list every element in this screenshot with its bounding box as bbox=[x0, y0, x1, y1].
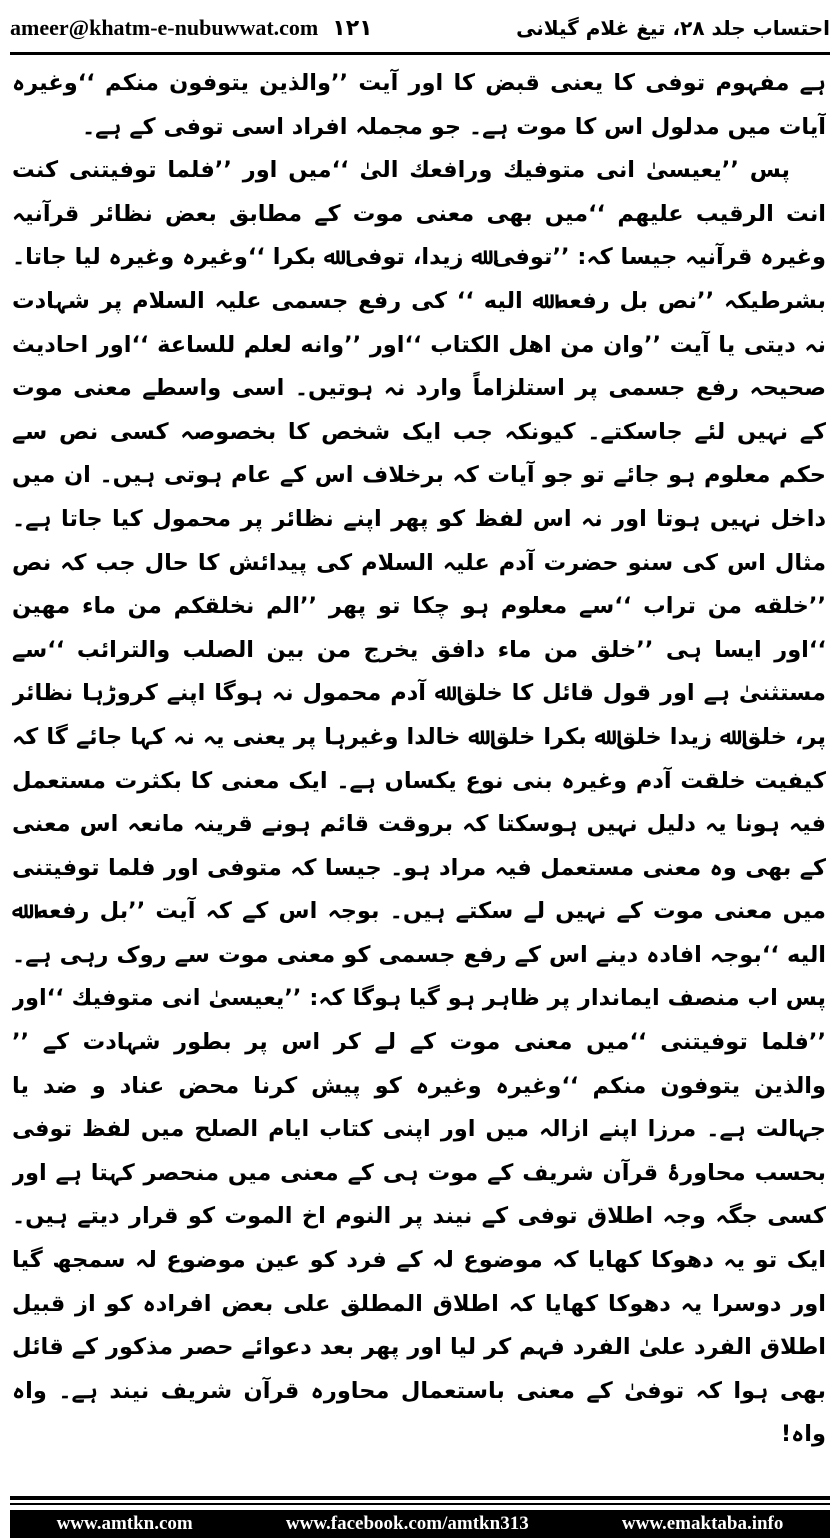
header-rule bbox=[10, 52, 830, 55]
footer-link-emaktaba[interactable]: www.emaktaba.info bbox=[621, 1513, 784, 1534]
footer-bar bbox=[10, 1510, 830, 1538]
paragraph: پس ’’یعیسیٰ انی متوفیك ورافعك الیٰ ‘‘میں اور ’’فلما توفیتنی کنت انت الرقیب علیھم ‘‘میں بھی معنی موت کے مطابق بعض نظائر قرآنیہ وغیرہ قرآنیہ جیسا کہ: ’’توفی ﷲ زیدا، توفی ﷲ بکرا ‘‘وغیرہ وغیرہ لیا جاتا۔ بشرطیکہ ’’نص بل رفعه ﷲ الیه ‘‘ کی رفع جسمی علیہ السلام پر شہادت نہ دیتی یا آیت ’’وان من اھل الکتاب ‘‘اور ’’وانه لعلم للساعة ‘‘اور احادیث صحیحہ رفع جسمی پر استلزاماً وارد نہ ہوتیں۔ اسی واسطے معنی موت کے نہیں لئے جاسکتے۔ کیونکہ جب ایک شخص کا بخصوصہ کسی نص سے حکم معلوم ہو جائے تو جو آیات کہ برخلاف اس کے عام ہوتی ہیں۔ ان میں داخل نہیں ہوتا اور نہ اس لفظ کو پھر اپنے نظائر پر محمول کیا جاتا ہے۔ مثال اس کی سنو حضرت آدم علیہ السلام کی پیدائش کا حال جب کہ نص ’’خلقه من تراب ‘‘سے معلوم ہو چکا تو پھر ’’الم نخلقکم من ماء مھین ‘‘اور ایسا ہی ’’خلق من ماء دافق یخرج من بین الصلب والترائب ‘‘سے مستثنیٰ ہے اور قول قائل کا خلق ﷲ آدم محمول نہ ہوگا اپنے کروڑہا نظائر پر، خلق ﷲ زیدا خلق ﷲ بکرا خلق ﷲ خالدا وغیرہا پر یعنی یہ نہ کہا جائے گا کہ کیفیت خلقت آدم وغیرہ بنی نوع یکساں ہے۔ ایک معنی کا بکثرت مستعمل فیہ ہونا یہ دلیل نہیں ہوسکتا کہ بروقت قائم ہونے قرینہ مانعہ اس معنی کے بھی وہ معنی مستعمل فیہ مراد ہو۔ جیسا کہ متوفی اور فلما توفیتنی میں معنی موت کے نہیں لے سکتے ہیں۔ بوجہ اس کے کہ آیت ’’بل رفعه ﷲ الیه ‘‘بوجہ افادہ دینے اس کے رفع جسمی کو معنی موت سے روک رہی ہے۔ پس اب منصف ایماندار پر ظاہر ہو گیا ہوگا کہ: ’’یعیسیٰ انی متوفیك ‘‘اور ’’فلما توفیتنی ‘‘میں معنی موت کے لے کر اس پر بطور شہادت کے ’’ والذین یتوفون منکم ‘‘وغیرہ وغیرہ کو پیش کرنا محض عناد و ضد یا جہالت ہے۔ مرزا اپنے ازالہ میں اور اپنی کتاب ایام الصلح میں لفظ توفی بحسب محاورۂ قرآن شریف کے موت ہی کے معنی میں منحصر کہتا ہے اور کسی جگہ وجہ اطلاق توفی کے نیند پر النوم اخ الموت کو قرار دیتے ہیں۔ ایک تو یہ دھوکا کھایا کہ موضوع لہ کے فرد کو عین موضوع لہ سمجھ گیا اور دوسرا یہ دھوکا کھایا کہ اطلاق المطلق علی بعض افرادہ کو از قبیل اطلاق الفرد علیٰ الفرد فہم کر لیا اور پھر بعد دعوائے حصر مذکور کے قائل بھی ہوا کہ توفیٰ کے معنی باستعمال محاورہ قرآن شریف نیند ہے۔ واہ واہ! bbox=[12, 157, 826, 1448]
page-header bbox=[10, 6, 830, 50]
header-email: ameer@khatm-e-nubuwwat.com bbox=[10, 15, 319, 40]
footer-rule-thin bbox=[10, 1503, 830, 1505]
paragraph: ہے مفہوم توفی کا یعنی قبض کا اور آیت ’’والذین یتوفون منکم ‘‘وغیرہ آیات میں مدلول اس کا موت ہے۔ جو مجملہ افراد اسی توفی کے ہے۔ bbox=[12, 70, 826, 140]
footer-link-facebook[interactable]: www.facebook.com/amtkn313 bbox=[285, 1513, 529, 1534]
header-left bbox=[10, 15, 373, 41]
page-number: ۱۲۱ bbox=[332, 15, 373, 41]
body-text bbox=[12, 62, 826, 1457]
book-title: احتساب جلد ۲۸، تیغ غلام گیلانی bbox=[516, 16, 830, 40]
footer-link-amtkn[interactable]: www.amtkn.com bbox=[56, 1513, 193, 1534]
footer-rule-thick bbox=[10, 1496, 830, 1500]
